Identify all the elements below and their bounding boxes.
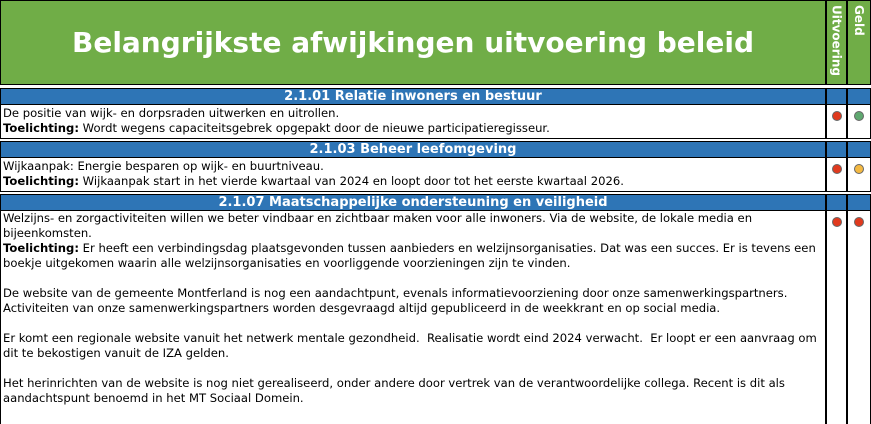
section-description: Wijkaanpak: Energie besparen op wijk- en buurtniveau. (3, 159, 324, 173)
toelichting-label: Toelichting: (3, 121, 79, 135)
section-row (0, 158, 826, 192)
column-header-uitvoering (826, 0, 847, 85)
section-row (0, 105, 826, 139)
status-indicator-icon (854, 164, 864, 174)
section-bar-cell (826, 141, 847, 158)
section-bar-cell (847, 141, 871, 158)
section-bar-cell (847, 88, 871, 105)
section-text (3, 106, 823, 136)
toelichting-text: Er heeft een verbindingsdag plaatsgevonden tussen aanbieders en welzijnsorganisaties. Dat was een succes. Er is tevens een boekje uitgekomen waarin alle welzijnsorganisaties en voorliggende voorzieningen zijn te vinden. (3, 241, 820, 270)
toelichting-label: Toelichting: (3, 174, 79, 188)
column-label-geld: Geld (852, 5, 866, 36)
toelichting-text: Wordt wegens capaciteitsgebrek opgepakt door de nieuwe participatieregisseur. (78, 121, 550, 135)
section-description: Welzijns- en zorgactiviteiten willen we beter vindbaar en zichtbaar maken voor alle inwoners. Via de website, de lokale media en bijeenkomsten. (3, 211, 756, 240)
section-heading: 2.1.03 Beheer leefomgeving (309, 142, 517, 157)
paragraph: Er komt een regionale website vanuit het netwerk mentale gezondheid. Realisatie wordt eind 2024 verwacht. Er loopt er een aanvraag om dit te bekostigen vanuit de IZA gelden. (3, 331, 821, 360)
section-text (3, 159, 823, 189)
section-heading-bar (0, 194, 826, 211)
status-indicator-icon (832, 111, 842, 121)
section-bar-cell (826, 194, 847, 211)
toelichting-label: Toelichting: (3, 241, 79, 255)
toelichting-text: Wijkaanpak start in het vierde kwartaal van 2024 en loopt door tot het eerste kwartaal 2026. (78, 174, 624, 188)
paragraph: De website van de gemeente Montferland is nog een aandachtpunt, evenals informatievoorziening door onze samenwerkingspartners. Activiteiten van onze samenwerkingspartners worden desgevraagd altijd gepubliceerd in de weekkrant en op social media. (3, 286, 792, 315)
column-label-uitvoering: Uitvoering (829, 5, 844, 76)
status-cell-geld (847, 211, 871, 424)
section-heading: 2.1.07 Maatschappelijke ondersteuning en veiligheid (218, 195, 608, 210)
section-text (3, 211, 823, 406)
paragraph: Het herinrichten van de website is nog niet gerealiseerd, onder andere door vertrek van de verantwoordelijke collega. Recent is dit als aandachtspunt benoemd in het MT Sociaal Domein. (3, 376, 789, 405)
status-cell-geld (847, 158, 871, 192)
status-cell-geld (847, 105, 871, 139)
column-header-geld (847, 0, 871, 85)
section-row (0, 211, 826, 424)
table-header (0, 0, 826, 85)
status-indicator-icon (854, 111, 864, 121)
section-description: De positie van wijk- en dorpsraden uitwerken en uitrollen. (3, 106, 340, 120)
section-heading-bar (0, 141, 826, 158)
status-indicator-icon (854, 217, 864, 227)
section-bar-cell (826, 88, 847, 105)
section-heading: 2.1.01 Relatie inwoners en bestuur (284, 89, 542, 104)
section-heading-bar (0, 88, 826, 105)
status-indicator-icon (832, 217, 842, 227)
status-cell-uitvoering (826, 105, 847, 139)
page-title: Belangrijkste afwijkingen uitvoering beleid (71, 26, 754, 59)
status-cell-uitvoering (826, 211, 847, 424)
status-indicator-icon (832, 164, 842, 174)
section-bar-cell (847, 194, 871, 211)
status-cell-uitvoering (826, 158, 847, 192)
